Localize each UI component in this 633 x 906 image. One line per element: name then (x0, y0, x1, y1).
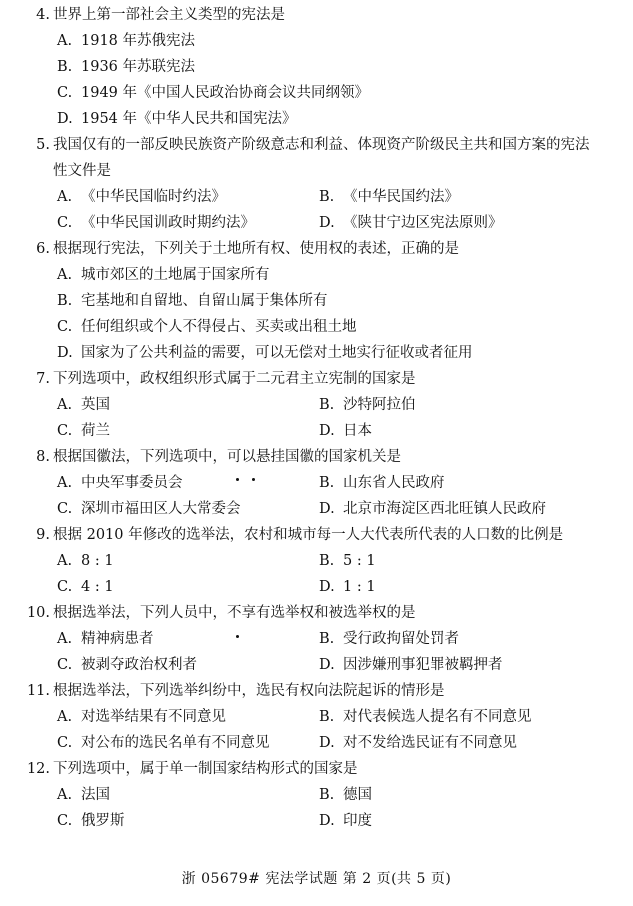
exam-page (0, 2, 633, 834)
option-b: B. 沙特阿拉伯 (319, 397, 416, 413)
question-number: 8. (36, 449, 50, 465)
question-number: 10. (26, 605, 50, 621)
question-stem (0, 756, 633, 782)
option-c: C. 荷兰 (57, 423, 110, 439)
question-number: 12. (26, 761, 50, 777)
option-b: B. 宅基地和自留地、自留山属于集体所有 (57, 293, 328, 309)
option-d: D. 1 : 1 (319, 579, 376, 595)
option-row (0, 704, 633, 730)
option-a: A. 中央军事委员会 (57, 475, 183, 491)
question-stem (0, 444, 633, 470)
option-row (0, 184, 633, 210)
option-row (0, 652, 633, 678)
option-row (0, 730, 633, 756)
option-d: D. 《陕甘宁边区宪法原则》 (319, 215, 503, 231)
question-text: 根据 2010 年修改的选举法，农村和城市每一人大代表所代表的人口数的比例是 (53, 527, 564, 543)
option-a: A. 8 : 1 (57, 553, 114, 569)
question-stem (0, 236, 633, 262)
option-b: B. 对代表候选人提名有不同意见 (319, 709, 532, 725)
option-d: D. 1954 年《中华人民共和国宪法》 (57, 111, 297, 127)
option-row (0, 574, 633, 600)
option-c: C. 《中华民国训政时期约法》 (57, 215, 255, 231)
question-stem (0, 2, 633, 28)
question-9 (0, 522, 633, 600)
option-a: A. 城市郊区的土地属于国家所有 (57, 267, 270, 283)
question-7 (0, 366, 633, 444)
option-d: D. 对不发给选民证有不同意见 (319, 735, 517, 751)
question-stem (0, 366, 633, 392)
question-stem (0, 600, 633, 626)
option-row (0, 808, 633, 834)
question-number: 7. (36, 371, 50, 387)
option-a: A. 对选举结果有不同意见 (57, 709, 226, 725)
emphasis-dot (252, 478, 255, 481)
question-number: 6. (36, 241, 50, 257)
option-b: B. 1936 年苏联宪法 (57, 59, 196, 75)
question-text: 根据现行宪法，下列关于土地所有权、使用权的表述，正确的是 (53, 241, 459, 257)
option-a: A. 精神病患者 (57, 631, 154, 647)
question-8 (0, 444, 633, 522)
question-number: 9. (36, 527, 50, 543)
option-c: C. 4 : 1 (57, 579, 114, 595)
option-row (0, 418, 633, 444)
question-text: 根据国徽法，下列选项中，可以悬挂国徽的国家机关是 (53, 449, 401, 465)
emphasis-dot (236, 635, 239, 638)
question-4 (0, 2, 633, 132)
emphasis-dot (236, 478, 239, 481)
option-row (0, 626, 633, 652)
option-d: D. 印度 (319, 813, 372, 829)
question-text: 下列选项中，属于单一制国家结构形式的国家是 (53, 761, 358, 777)
option-row (0, 496, 633, 522)
option-b: B. 5 : 1 (319, 553, 376, 569)
question-stem (0, 132, 633, 184)
question-text: 根据选举法，下列选举纠纷中，选民有权向法院起诉的情形是 (53, 683, 445, 699)
question-10 (0, 600, 633, 678)
option-c: C. 深圳市福田区人大常委会 (57, 501, 241, 517)
question-stem (0, 522, 633, 548)
question-12 (0, 756, 633, 834)
option-row (0, 392, 633, 418)
option-row (0, 782, 633, 808)
option-c: C. 任何组织或个人不得侵占、买卖或出租土地 (57, 319, 357, 335)
option-c: C. 对公布的选民名单有不同意见 (57, 735, 270, 751)
option-d: D. 北京市海淀区西北旺镇人民政府 (319, 501, 546, 517)
page-footer: 浙 05679# 宪法学试题 第 2 页(共 5 页) (181, 871, 452, 887)
option-b: B. 《中华民国约法》 (319, 189, 459, 205)
option-row (0, 548, 633, 574)
option-row (0, 470, 633, 496)
question-5 (0, 132, 633, 236)
option-a: A. 《中华民国临时约法》 (57, 189, 226, 205)
option-c: C. 俄罗斯 (57, 813, 125, 829)
question-text: 世界上第一部社会主义类型的宪法是 (53, 7, 285, 23)
question-text: 我国仅有的一部反映民族资产阶级意志和利益、体现资产阶级民主共和国方案的宪法性文件是 (53, 137, 590, 179)
question-text: 根据选举法，下列人员中，不享有选举权和被选举权的是 (53, 605, 416, 621)
option-b: B. 受行政拘留处罚者 (319, 631, 459, 647)
option-d: D. 因涉嫌刑事犯罪被羁押者 (319, 657, 503, 673)
option-b: B. 山东省人民政府 (319, 475, 445, 491)
question-number: 4. (36, 7, 50, 23)
option-a: A. 英国 (57, 397, 110, 413)
option-c: C. 被剥夺政治权利者 (57, 657, 197, 673)
option-c: C. 1949 年《中国人民政治协商会议共同纲领》 (57, 85, 370, 101)
option-a: A. 1918 年苏俄宪法 (57, 33, 196, 49)
option-row (0, 210, 633, 236)
option-d: D. 国家为了公共利益的需要，可以无偿对土地实行征收或者征用 (57, 345, 473, 361)
question-stem (0, 678, 633, 704)
question-11 (0, 678, 633, 756)
question-text: 下列选项中，政权组织形式属于二元君主立宪制的国家是 (53, 371, 416, 387)
question-number: 5. (36, 137, 50, 153)
option-d: D. 日本 (319, 423, 372, 439)
question-number: 11. (26, 683, 50, 699)
option-b: B. 德国 (319, 787, 372, 803)
question-6 (0, 236, 633, 366)
option-a: A. 法国 (57, 787, 110, 803)
